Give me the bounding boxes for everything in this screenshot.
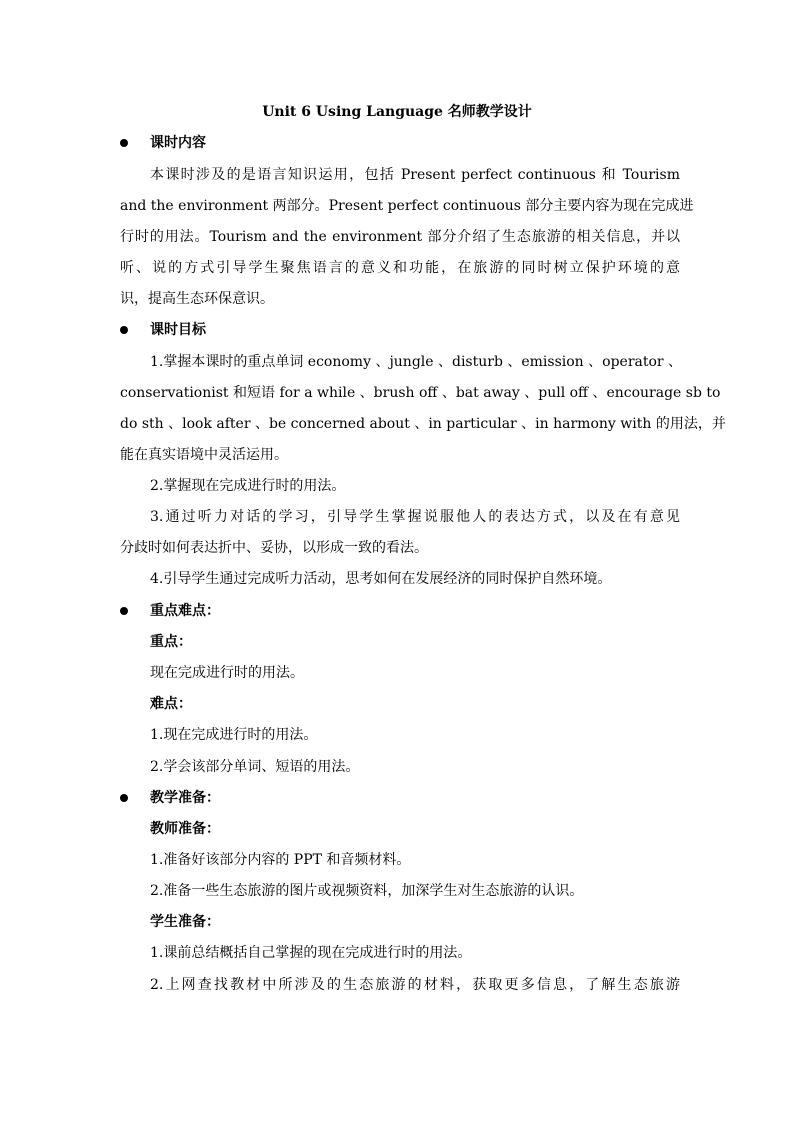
- paragraph-line: 听、说的方式引导学生聚焦语言的意义和功能，在旅游的同时树立保护环境的意: [120, 260, 680, 276]
- paragraph-line: 能在真实语境中灵活运用。: [120, 447, 288, 463]
- list-item: 1.课前总结概括自己掌握的现在完成进行时的用法。: [150, 945, 472, 961]
- paragraph-line: 本课时涉及的是语言知识运用，包括 Present perfect continuous 和 Tourism: [150, 167, 680, 183]
- list-item: 2.学会该部分单词、短语的用法。: [150, 759, 360, 775]
- bullet-icon: [120, 139, 128, 147]
- paragraph-line: 行时的用法。Tourism and the environment 部分介绍了生态旅游的相关信息，并以: [120, 229, 680, 245]
- list-item: 2.上网查找教材中所涉及的生态旅游的材料，获取更多信息，了解生态旅游: [150, 977, 680, 993]
- paragraph-line: and the environment 两部分。Present perfect continuous 部分主要内容为现在完成进: [120, 198, 694, 214]
- paragraph-line: conservationist 和短语 for a while 、brush off 、bat away 、pull off 、encourage sb to: [120, 385, 721, 401]
- teacher-prep-label: 教师准备：: [150, 821, 220, 837]
- difficulty-label: 难点：: [150, 696, 192, 712]
- paragraph-line: 分歧时如何表达折中、妥协，以形成一致的看法。: [120, 540, 428, 556]
- section-heading-text: 教学准备：: [150, 790, 220, 806]
- list-item: 1.现在完成进行时的用法。: [150, 727, 318, 743]
- bullet-icon: [120, 607, 128, 615]
- paragraph-line: 3.通过听力对话的学习，引导学生掌握说服他人的表达方式，以及在有意见: [150, 509, 680, 525]
- paragraph-line: 1.掌握本课时的重点单词 economy 、jungle 、disturb 、emission 、operator 、: [150, 354, 683, 370]
- paragraph-line: 识，提高生态环保意识。: [120, 291, 274, 307]
- bullet-icon: [120, 794, 128, 802]
- list-item: 1.准备好该部分内容的 PPT 和音频材料。: [150, 852, 411, 868]
- section-heading-text: 课时目标: [150, 322, 206, 338]
- paragraph-line: 4.引导学生通过完成听力活动，思考如何在发展经济的同时保护自然环境。: [150, 571, 612, 587]
- student-prep-label: 学生准备：: [150, 914, 220, 930]
- key-text: 现在完成进行时的用法。: [150, 665, 304, 681]
- paragraph-line: do sth 、look after 、be concerned about 、in particular 、in harmony with 的用法，并: [120, 416, 726, 432]
- section-heading-text: 课时内容: [150, 135, 206, 151]
- key-label: 重点：: [150, 634, 192, 650]
- document-title: Unit 6 Using Language 名师教学设计: [262, 104, 532, 120]
- bullet-icon: [120, 326, 128, 334]
- list-item: 2.准备一些生态旅游的图片或视频资料，加深学生对生态旅游的认识。: [150, 883, 584, 899]
- paragraph-line: 2.掌握现在完成进行时的用法。: [150, 478, 346, 494]
- section-heading-text: 重点难点：: [150, 603, 220, 619]
